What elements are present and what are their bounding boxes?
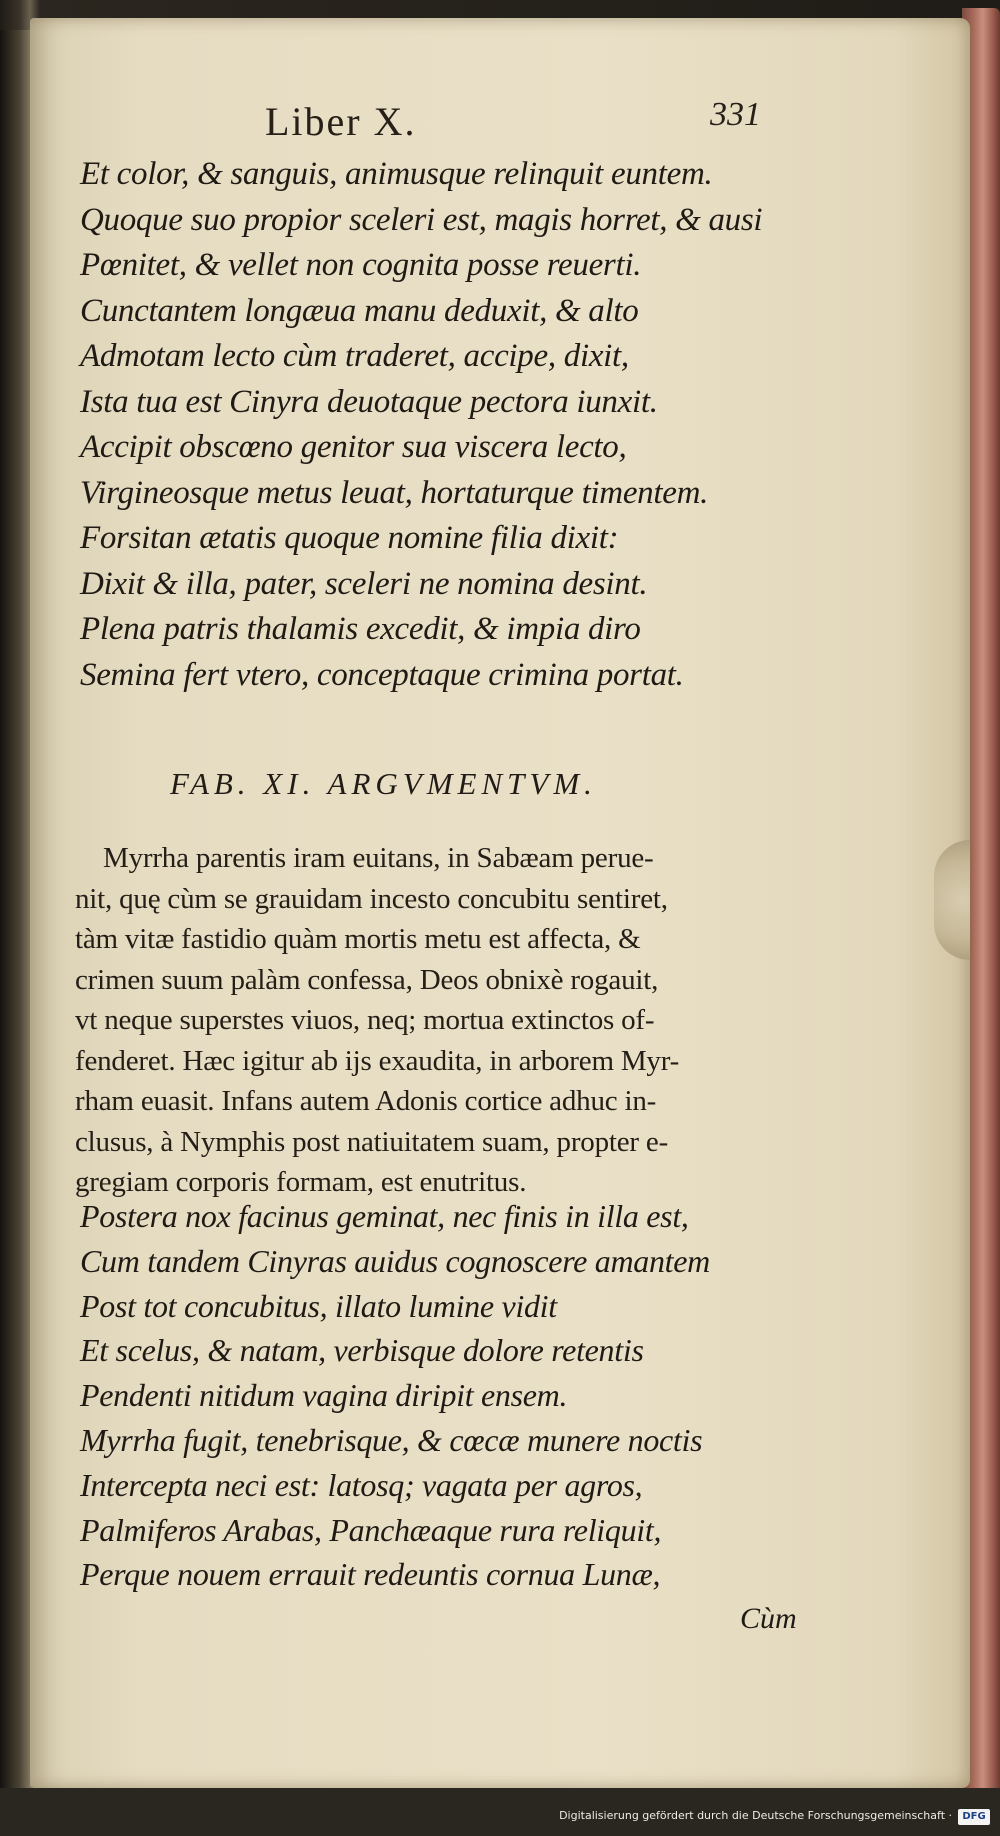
- running-title: Liber X.: [265, 99, 417, 144]
- verse-line: Accipit obscœno genitor sua viscera lecto,: [80, 429, 627, 465]
- verse-line: Virgineosque metus leuat, hortaturque timentem.: [80, 474, 709, 511]
- book-page: [30, 18, 970, 1788]
- verse-block-top: [80, 152, 820, 698]
- book-spine-edge: [0, 30, 32, 1790]
- verse-line: Pendenti nitidum vagina diripit ensem.: [80, 1377, 568, 1414]
- verse-line: Et color, & sanguis, animusque relinquit euntem.: [80, 156, 713, 192]
- argument-line: crimen suum palàm confessa, Deos obnixè rogauit,: [75, 963, 659, 996]
- verse-line: Myrrha fugit, tenebrisque, & cœcæ munere noctis: [80, 1421, 703, 1458]
- page-header: [30, 88, 970, 148]
- page-clip: [934, 840, 970, 960]
- digitization-footer: [0, 1788, 1000, 1836]
- argument-line: vt neque superstes viuos, neq; mortua extinctos of-: [75, 1004, 655, 1036]
- verse-line: Intercepta neci est: latosq; vagata per agros,: [80, 1466, 643, 1503]
- verse-line: Admotam lecto cùm traderet, accipe, dixit,: [80, 338, 629, 374]
- funding-credit: Digitalisierung gefördert durch die Deutsche Forschungsgemeinschaft ·: [559, 1809, 952, 1822]
- argument-line: nit, quę cùm se grauidam incesto concubitu sentiret,: [75, 882, 668, 915]
- argument-line: Myrrha parentis iram euitans, in Sabæam perue-: [103, 842, 654, 874]
- verse-line: Palmiferos Arabas, Panchæaque rura reliquit,: [80, 1511, 662, 1548]
- verse-line: Post tot concubitus, illato lumine vidit: [80, 1287, 557, 1324]
- verse-line: Perque nouem errauit redeuntis cornua Lunæ,: [80, 1556, 661, 1593]
- verse-line: Quoque suo propior sceleri est, magis horret, & ausi: [80, 201, 763, 238]
- verse-line: Cum tandem Cinyras auidus cognoscere amantem: [80, 1242, 710, 1279]
- verse-line: Cunctantem longæua manu deduxit, & alto: [80, 292, 639, 329]
- argument-line: fenderet. Hæc igitur ab ijs exaudita, in arborem Myr-: [75, 1044, 680, 1077]
- verse-line: Forsitan ætatis quoque nomine filia dixit:: [80, 520, 619, 556]
- fable-heading: FAB. XI. ARGVMENTVM.: [170, 766, 597, 801]
- verse-block-bottom: [80, 1194, 820, 1597]
- page-number: 331: [710, 96, 761, 133]
- argument-line: gregiam corporis formam, est enutritus.: [75, 1166, 527, 1198]
- verse-line: Semina fert vtero, conceptaque crimina portat.: [80, 656, 684, 693]
- verse-line: Ista tua est Cinyra deuotaque pectora iunxit.: [80, 383, 658, 420]
- argument-line: tàm vitæ fastidio quàm mortis metu est affecta, &: [75, 923, 641, 955]
- argument-line: clusus, à Nymphis post natiuitatem suam, propter e-: [75, 1125, 669, 1158]
- catchword: Cùm: [740, 1602, 797, 1635]
- dfg-logo-icon: DFG: [958, 1809, 990, 1825]
- verse-line: Plena patris thalamis excedit, & impia diro: [80, 611, 641, 647]
- argument-paragraph: [75, 838, 810, 1203]
- verse-line: Pœnitet, & vellet non cognita posse reuerti.: [80, 247, 642, 283]
- verse-line: Dixit & illa, pater, sceleri ne nomina desint.: [80, 565, 648, 602]
- argument-line: rham euasit. Infans autem Adonis cortice adhuc in-: [75, 1085, 657, 1117]
- verse-line: Et scelus, & natam, verbisque dolore retentis: [80, 1332, 644, 1369]
- verse-line: Postera nox facinus geminat, nec finis in illa est,: [80, 1198, 689, 1234]
